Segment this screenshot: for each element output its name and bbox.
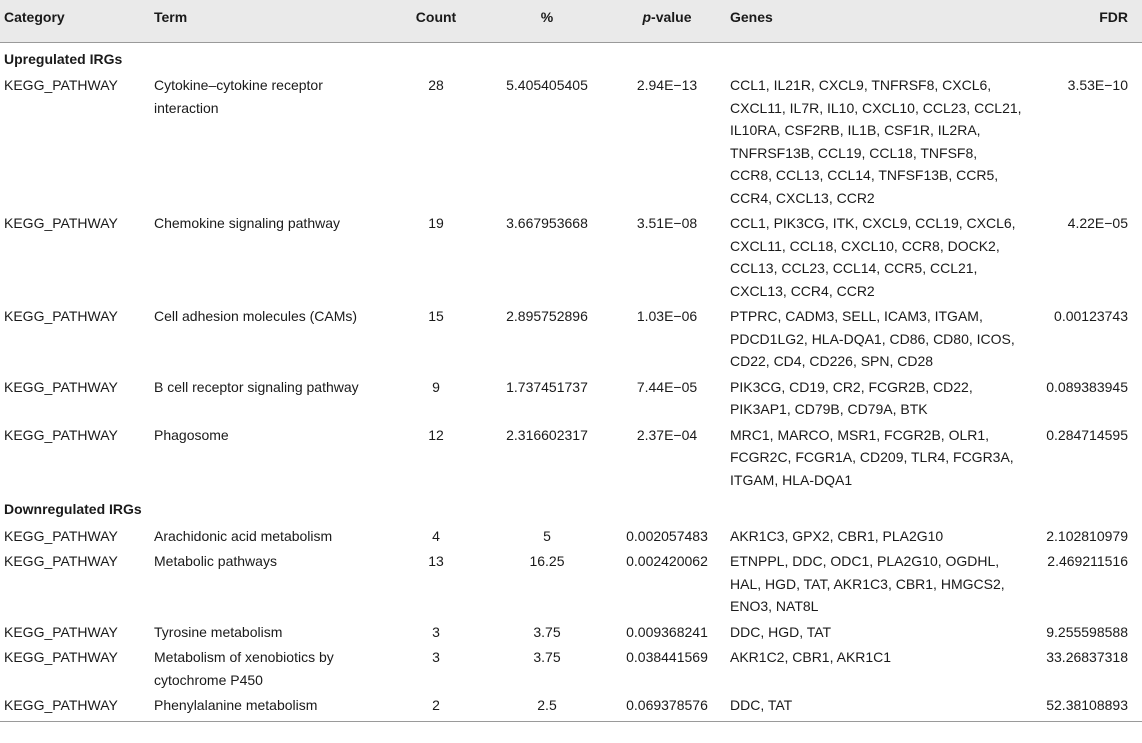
table-row bbox=[0, 524, 1142, 550]
cell-category: KEGG_PATHWAY bbox=[4, 649, 118, 665]
cell-count: 2 bbox=[386, 693, 486, 721]
cell-term: Phagosome bbox=[154, 426, 229, 443]
table-row bbox=[0, 423, 1142, 494]
cell-pvalue: 0.002420062 bbox=[626, 553, 708, 569]
header-pvalue-suffix: -value bbox=[651, 9, 692, 25]
cell-category: KEGG_PATHWAY bbox=[4, 553, 118, 569]
cell-count: 19 bbox=[428, 215, 444, 231]
table-row bbox=[0, 73, 1142, 211]
cell-term: Phenylalanine metabolism bbox=[150, 693, 386, 721]
cell-category: KEGG_PATHWAY bbox=[4, 77, 118, 93]
cell-percent: 5.405405405 bbox=[506, 77, 588, 93]
cell-term: B cell receptor signaling pathway bbox=[154, 378, 359, 395]
cell-term: Metabolic pathways bbox=[154, 553, 277, 569]
cell-term: Cell adhesion molecules (CAMs) bbox=[154, 308, 358, 324]
table-row bbox=[0, 304, 1142, 375]
cell-term: Cytokine–cytokine receptor interaction bbox=[154, 77, 323, 116]
cell-category: KEGG_PATHWAY bbox=[4, 426, 118, 443]
cell-fdr: 2.469211516 bbox=[1047, 553, 1128, 569]
header-genes: Genes bbox=[726, 0, 1026, 42]
cell-percent: 3.667953668 bbox=[506, 215, 588, 231]
table-row bbox=[0, 375, 1142, 423]
cell-percent: 3.75 bbox=[533, 623, 561, 640]
cell-genes: MRC1, MARCO, MSR1, FCGR2B, OLR1, FCGR2C, FCGR1A, CD209, TLR4, FCGR3A, ITGAM, HLA-DQA1 bbox=[730, 426, 1014, 488]
cell-fdr: 4.22E−05 bbox=[1067, 215, 1128, 231]
cell-fdr: 0.284714595 bbox=[1046, 426, 1128, 443]
table-row bbox=[0, 645, 1142, 693]
cell-count: 9 bbox=[432, 378, 440, 395]
cell-count: 15 bbox=[428, 308, 444, 324]
cell-count: 12 bbox=[428, 426, 444, 443]
cell-pvalue: 2.94E−13 bbox=[636, 77, 698, 93]
cell-category: KEGG_PATHWAY bbox=[0, 693, 150, 721]
cell-percent: 16.25 bbox=[529, 553, 565, 569]
cell-fdr: 0.00123743 bbox=[1054, 308, 1128, 324]
cell-percent: 3.75 bbox=[533, 649, 561, 665]
cell-term: Chemokine signaling pathway bbox=[154, 215, 340, 231]
cell-fdr: 2.102810979 bbox=[1046, 527, 1128, 544]
cell-term: Metabolism of xenobiotics by cytochrome P450 bbox=[154, 649, 334, 688]
cell-percent: 5 bbox=[543, 527, 551, 544]
cell-count: 3 bbox=[432, 649, 440, 665]
cell-fdr: 52.38108893 bbox=[1026, 693, 1142, 721]
table-row bbox=[0, 211, 1142, 304]
cell-fdr: 3.53E−10 bbox=[1067, 77, 1128, 93]
cell-genes: CCL1, IL21R, CXCL9, TNFRSF8, CXCL6, CXCL11, IL7R, IL10, CXCL10, CCL23, CCL21, IL10RA, CSF2RB, IL1B, CSF1R, IL2RA, TNFRSF13B, CCL19, CCL18, TNFSF8, CCR8, CCL13, CCL14, TNFSF13B, CCR5, CCR4, CXCL13, CCR2 bbox=[730, 77, 1022, 206]
cell-fdr: 9.255598588 bbox=[1046, 623, 1128, 640]
cell-count: 28 bbox=[428, 77, 444, 93]
cell-pvalue: 2.37E−04 bbox=[636, 426, 698, 443]
cell-pvalue: 7.44E−05 bbox=[636, 378, 698, 395]
cell-fdr: 0.089383945 bbox=[1046, 378, 1128, 395]
header-fdr: FDR bbox=[1026, 0, 1142, 42]
cell-pvalue: 1.03E−06 bbox=[636, 308, 698, 324]
header-pvalue bbox=[608, 0, 726, 42]
cell-genes: DDC, TAT bbox=[726, 693, 1026, 721]
cell-genes: DDC, HGD, TAT bbox=[730, 623, 832, 640]
cell-term: Tyrosine metabolism bbox=[154, 623, 283, 640]
table-body bbox=[0, 42, 1142, 721]
cell-genes: PTPRC, CADM3, SELL, ICAM3, ITGAM, PDCD1LG2, HLA-DQA1, CD86, CD80, ICOS, CD22, CD4, CD226, SPN, CD28 bbox=[730, 308, 1015, 369]
cell-percent: 2.895752896 bbox=[506, 308, 588, 324]
header-percent: % bbox=[486, 0, 608, 42]
cell-fdr: 33.26837318 bbox=[1046, 649, 1128, 665]
cell-percent: 2.316602317 bbox=[506, 426, 588, 443]
cell-genes: ETNPPL, DDC, ODC1, PLA2G10, OGDHL, HAL, HGD, TAT, AKR1C3, CBR1, HMGCS2, ENO3, NAT8L bbox=[730, 553, 1005, 614]
cell-pvalue: 0.002057483 bbox=[626, 527, 708, 544]
header-category: Category bbox=[0, 0, 150, 42]
section-row bbox=[0, 493, 1142, 524]
cell-pvalue: 3.51E−08 bbox=[636, 215, 698, 231]
cell-category: KEGG_PATHWAY bbox=[4, 527, 118, 544]
header-term: Term bbox=[150, 0, 386, 42]
cell-genes: AKR1C2, CBR1, AKR1C1 bbox=[730, 649, 892, 665]
cell-count: 3 bbox=[432, 623, 440, 640]
table-row bbox=[0, 549, 1142, 620]
header-count: Count bbox=[386, 0, 486, 42]
cell-genes: CCL1, PIK3CG, ITK, CXCL9, CCL19, CXCL6, CXCL11, CCL18, CXCL10, CCR8, DOCK2, CCL13, CCL23, CCL14, CCR5, CCL21, CXCL13, CCR4, CCR2 bbox=[730, 215, 1016, 299]
cell-category: KEGG_PATHWAY bbox=[4, 378, 118, 395]
cell-percent: 2.5 bbox=[486, 693, 608, 721]
table-row bbox=[0, 693, 1142, 721]
cell-count: 13 bbox=[428, 553, 444, 569]
cell-percent: 1.737451737 bbox=[506, 378, 588, 395]
cell-count: 4 bbox=[432, 527, 440, 544]
table-row bbox=[0, 620, 1142, 646]
cell-pvalue: 0.038441569 bbox=[626, 649, 708, 665]
cell-category: KEGG_PATHWAY bbox=[4, 215, 118, 231]
header-row bbox=[0, 0, 1142, 42]
section-row bbox=[0, 42, 1142, 73]
section-title: Upregulated IRGs bbox=[4, 50, 123, 67]
cell-term: Arachidonic acid metabolism bbox=[154, 527, 333, 544]
cell-genes: AKR1C3, GPX2, CBR1, PLA2G10 bbox=[730, 527, 944, 544]
cell-category: KEGG_PATHWAY bbox=[4, 308, 118, 324]
cell-category: KEGG_PATHWAY bbox=[4, 623, 118, 640]
cell-pvalue: 0.009368241 bbox=[626, 623, 708, 640]
table-header bbox=[0, 0, 1142, 42]
header-pvalue-italic: p bbox=[642, 9, 652, 25]
cell-genes: PIK3CG, CD19, CR2, FCGR2B, CD22, PIK3AP1, CD79B, CD79A, BTK bbox=[730, 378, 973, 417]
section-title: Downregulated IRGs bbox=[4, 501, 142, 517]
cell-pvalue: 0.069378576 bbox=[608, 693, 726, 721]
